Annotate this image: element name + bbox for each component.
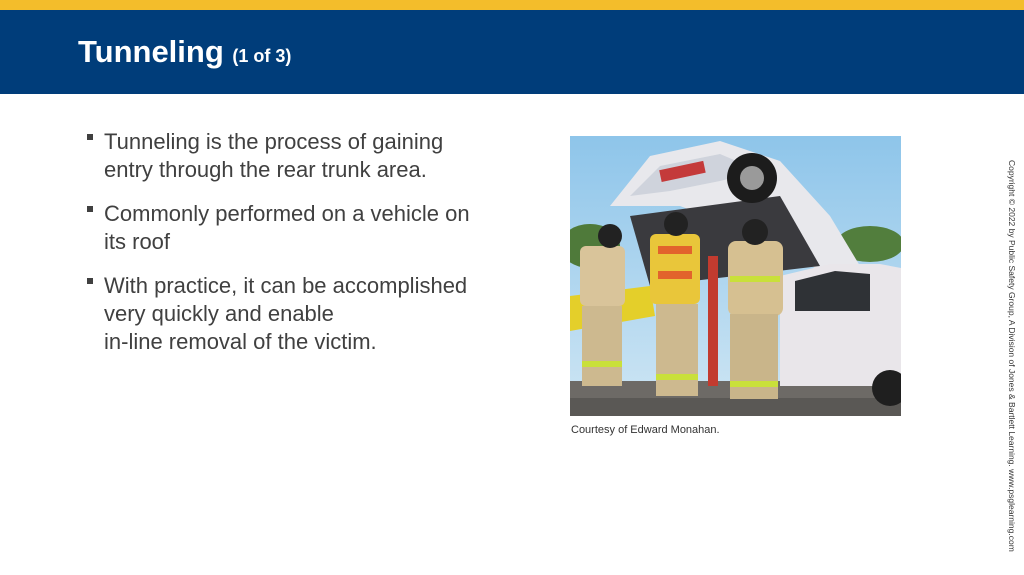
bullet-text: Tunneling is the process of gaining entry through the rear trunk area. (104, 129, 444, 182)
bullet-text: With practice, it can be accomplished very quickly and enable in-line removal of the victim. (104, 273, 468, 354)
rescue-photo (570, 136, 901, 416)
bullet-item (86, 272, 526, 356)
bullet-item (86, 200, 526, 256)
square-bullet-icon (87, 206, 93, 212)
slide-title-suffix: (1 of 3) (232, 46, 292, 66)
slide-title (78, 34, 291, 70)
bullet-list (86, 128, 526, 372)
accent-stripe (0, 0, 1024, 10)
square-bullet-icon (87, 134, 93, 140)
square-bullet-icon (87, 278, 93, 284)
bullet-text: Commonly performed on a vehicle on its roof (104, 201, 470, 254)
copyright-notice (1003, 160, 1017, 560)
slide-title-text: Tunneling (78, 34, 224, 69)
copyright-text: Copyright © 2022 by Public Safety Group, A Division of Jones & Bartlett Learning. www.psglearning.com (1007, 160, 1017, 552)
bullet-item (86, 128, 526, 184)
photo-caption: Courtesy of Edward Monahan. (571, 424, 720, 436)
